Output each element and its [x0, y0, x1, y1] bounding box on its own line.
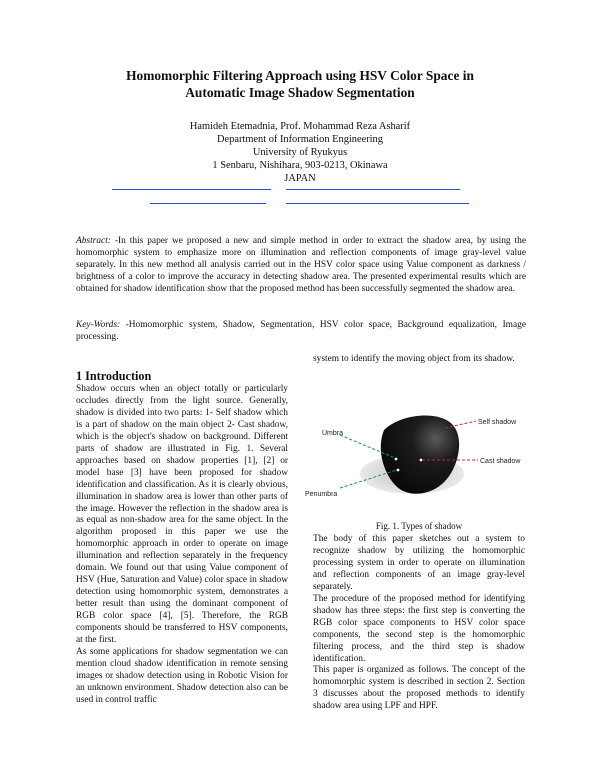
penumbra-label: Penumbra [305, 491, 338, 498]
continuation-paragraph: system to identify the moving object from its shadow. [313, 354, 515, 364]
figure-caption: Fig. 1. Types of shadow [375, 521, 463, 531]
right-column-top [313, 354, 525, 366]
abstract-label: Abstract: [76, 236, 111, 246]
paper-title [60, 67, 540, 101]
umbra-point [395, 458, 398, 461]
self-shadow-label: Self shadow [478, 419, 517, 426]
keywords-text: -Homomorphic system, Shadow, Segmentation, HSV color space, Background equalization, Image processing. [76, 320, 526, 342]
left-column [76, 369, 288, 707]
body-paragraph-3: This paper is organized as follows. The concept of the homomorphic system is described in section 2. Section 3 discusses about the proposed methods to identify shadow area using LPF and HPF. [313, 665, 525, 712]
email-links [0, 187, 600, 207]
author-block [120, 120, 480, 185]
abstract-text: -In this paper we proposed a new and simple method in order to extract the shadow area, by using the homomorphic system to emphasize more on illumination and reflection components of image gray-level value separately. In this new method all analysis carried out in the HSV color space using Value component as darkness / brightness of a color to improve the accuracy in detecting shadow area. The presented experimental results which are obtained for shadow identification show that the proposed method has been successfully segmented the shadow area. [76, 236, 526, 294]
author-department: Department of Information Engineering [217, 134, 383, 145]
author-names: Hamideh Etemadnia, Prof. Mohammad Reza Asharif [189, 121, 411, 132]
body-paragraph-2: The procedure of the proposed method for identifying shadow has three steps: the first step is converting the RGB color space components to HSV color space components, the second step is the homomorphic filtering process, and the third step is shadow identification. [313, 593, 525, 664]
section-heading: 1 Introduction [76, 369, 152, 383]
keywords-label: Key-Words: [76, 320, 121, 330]
email-link-3[interactable] [150, 203, 266, 204]
intro-paragraph-2: As some applications for shadow segmentation we can mention cloud shadow identification in remote sensing images or shadow detection using in Robotic Vision for an unknown environment. Shadow detection also can be used in control traffic [76, 646, 288, 705]
title-line-2: Automatic Image Shadow Segmentation [185, 85, 415, 100]
intro-paragraph-1: Shadow occurs when an object totally or particularly occludes directly from the light source. Generally, shadow is divided into two parts: 1- Self shadow which is a part of shadow on the main object 2- Cast shadow, which is the object's shadow on background. Different parts of shadow are illustrated in Fig. 1. Several approaches based on shadow properties [1], [2] or model base [3] have been proposed for shadow identification and classification. As it is clearly obvious, illumination in shadow area is lower than other parts of the image. However the reflection in the shadow area is as equal as non-shadow area for the same object. In the algorithm proposed in this paper we use the homomorphic approach in order to operate on image illumination and reflection separately in the frequency domain. We found out that using Value component of HSV (Hue, Saturation and Value) color space in shadow detection using homomorphic system, demonstrates a better result than using the dominant component of RGB color space [4], [5]. Therefore, the RGB components should be transferred to HSV components, at the first. [76, 384, 288, 646]
author-country: JAPAN [284, 173, 316, 184]
author-university: University of Ryukyus [252, 147, 348, 158]
umbra-label: Umbra [322, 430, 344, 437]
title-line-1: Homomorphic Filtering Approach using HSV Color Space in [126, 68, 474, 83]
author-address: 1 Senbaru, Nishihara, 903-0213, Okinawa [212, 160, 388, 171]
penumbra-point [397, 469, 400, 472]
shadow-figure [300, 402, 535, 512]
email-link-4[interactable] [286, 203, 469, 204]
cast-shadow-label: Cast shadow [480, 458, 521, 465]
keywords [76, 320, 526, 344]
email-link-1[interactable] [112, 189, 271, 190]
body-paragraph-1: The body of this paper sketches out a system to recognize shadow by utilizing the homomorphic processing system in order to operate on illumination and reflection components of an image gray-level separately. [313, 534, 525, 592]
cast-point [420, 459, 423, 462]
abstract [76, 236, 526, 296]
right-column-body [313, 534, 525, 713]
email-link-2[interactable] [286, 189, 460, 190]
